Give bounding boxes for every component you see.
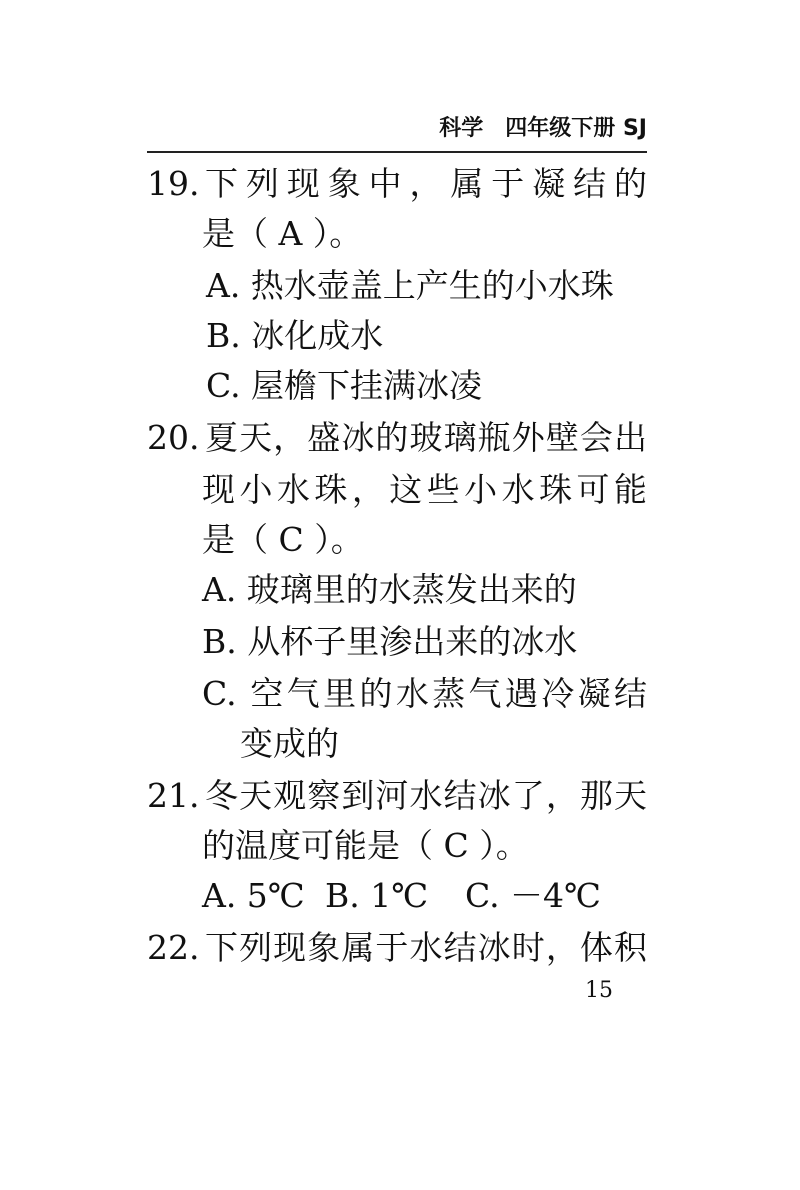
question-number: 22.: [147, 928, 200, 967]
question-20-line-3: 是（ C ）。: [202, 520, 364, 559]
header-rule: [147, 151, 647, 153]
question-stem: 下列现象属于水结冰时，体积: [205, 928, 647, 967]
question-20-line-1: [147, 416, 647, 460]
question-number: 21.: [147, 776, 200, 815]
question-20-line-2: 现小水珠，这些小水珠可能: [202, 470, 647, 509]
question-stem: 夏天，盛冰的玻璃瓶外壁会出: [205, 418, 647, 457]
question-19-option-c: C. 屋檐下挂满冰凌: [206, 366, 483, 405]
question-19-option-b: B. 冰化成水: [206, 316, 384, 355]
page-number: 15: [585, 978, 613, 1003]
question-20-option-c-cont: 变成的: [240, 724, 339, 763]
question-20-option-c: C. 空气里的水蒸气遇冷凝结: [202, 674, 647, 713]
question-21-line-2: 的温度可能是（ C ）。: [202, 826, 529, 865]
question-22-line-1: [147, 926, 647, 970]
question-21-option-c: C. －4℃: [465, 876, 601, 915]
question-21-line-1: [147, 774, 647, 818]
question-number: 20.: [147, 418, 200, 457]
question-stem: 冬天观察到河水结冰了，那天: [205, 776, 647, 815]
question-19-line-1: [147, 162, 647, 206]
question-19-option-a: A. 热水壶盖上产生的小水珠: [206, 266, 614, 305]
question-19-line-2: 是（ A ）。: [202, 214, 363, 253]
question-21-option-a: A. 5℃: [202, 876, 305, 915]
header-grade: 四年级下册 SJ: [505, 116, 647, 141]
question-number: 19.: [147, 164, 200, 203]
question-stem: 下列现象中，属于凝结的: [205, 164, 647, 203]
question-21-option-b: B. 1℃: [325, 876, 429, 915]
running-header: [147, 112, 647, 146]
question-20-option-b: B. 从杯子里渗出来的冰水: [202, 622, 578, 661]
question-20-option-a: A. 玻璃里的水蒸发出来的: [202, 570, 577, 609]
header-subject: 科学: [439, 116, 484, 141]
